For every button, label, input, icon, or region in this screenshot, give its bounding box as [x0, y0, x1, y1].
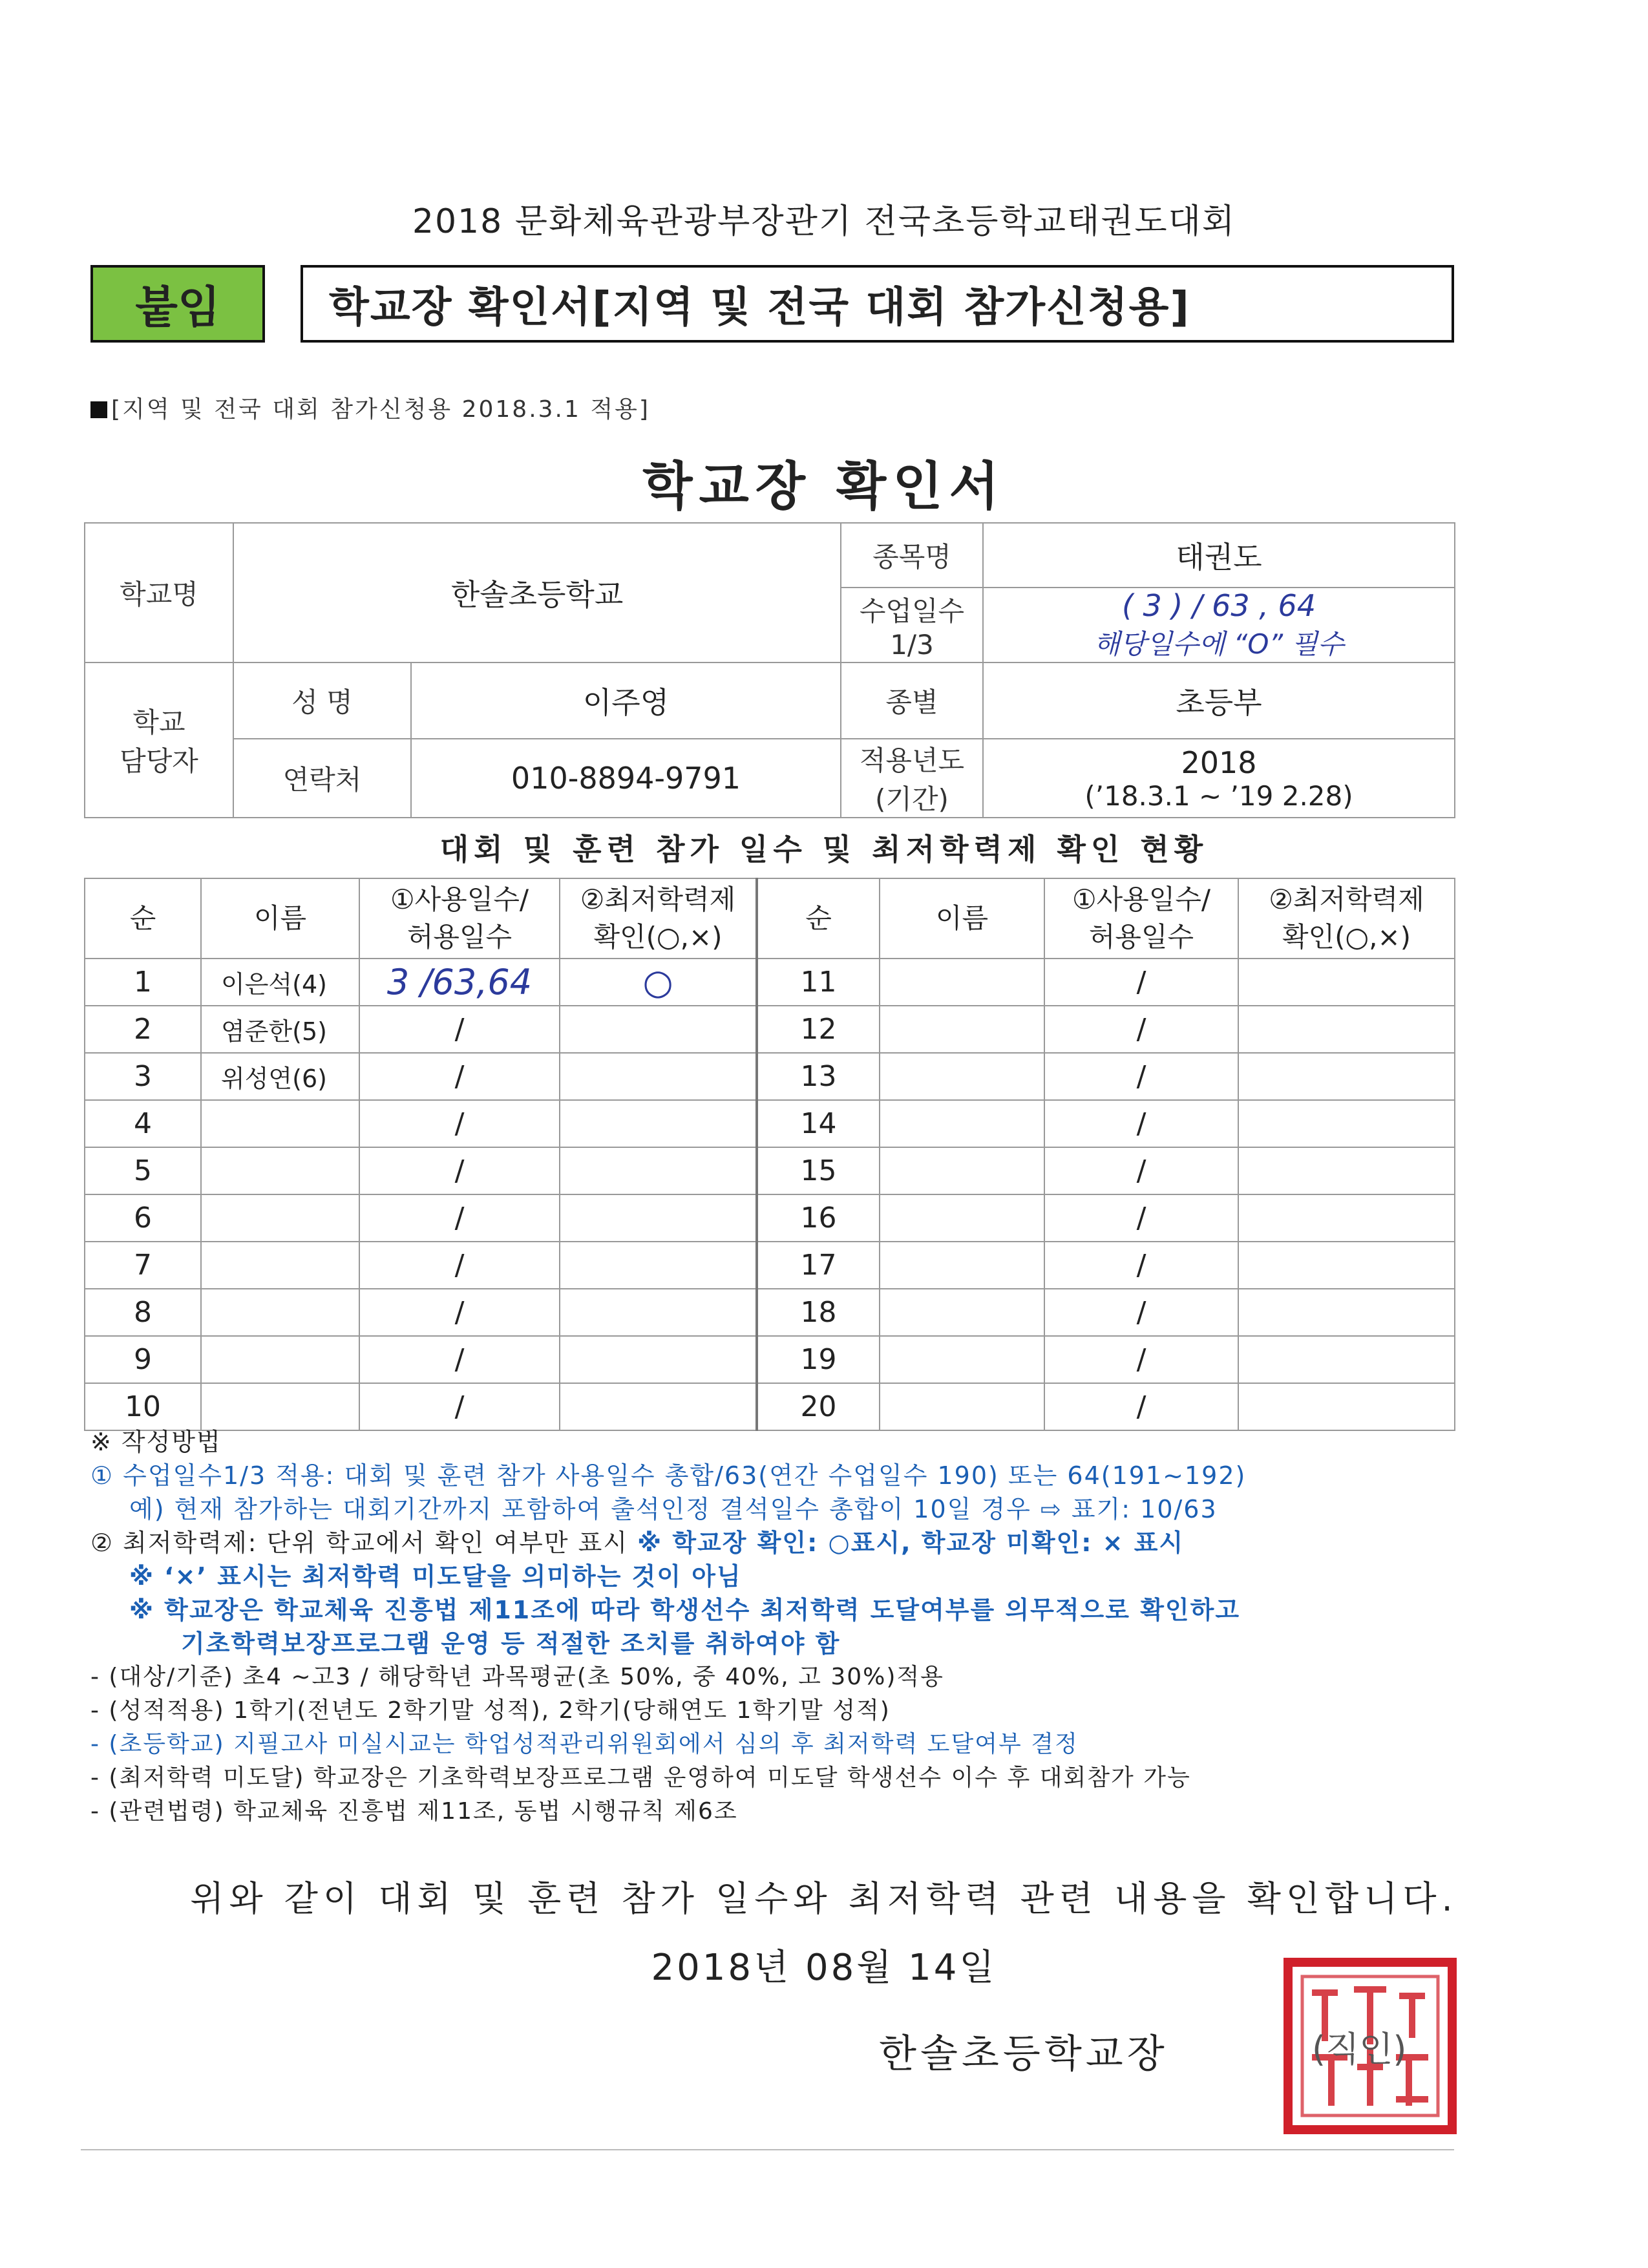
row-no-right: 19 — [757, 1336, 880, 1383]
row-no: 8 — [85, 1289, 201, 1336]
table-row — [85, 1289, 1455, 1336]
row-name-right — [880, 1147, 1044, 1194]
header-name-right: 이름 — [880, 878, 1044, 959]
days-note: 해당일수에 “O” 필수 — [1093, 628, 1344, 660]
name-label: 성 명 — [233, 662, 411, 739]
row-name-right — [880, 1006, 1044, 1053]
row-name: 위성연(6) — [201, 1053, 359, 1100]
row-days-right: / — [1044, 1194, 1238, 1242]
form-note — [90, 391, 650, 424]
confirmation-text: 위와 같이 대회 및 훈련 참가 일수와 최저학력 관련 내용을 확인합니다. — [190, 1878, 1458, 1919]
row-name-right — [880, 1336, 1044, 1383]
row-days-right: / — [1044, 1053, 1238, 1100]
year-value-text: 2018 — [1181, 745, 1257, 780]
row-days-right: / — [1044, 1289, 1238, 1336]
year-value — [983, 739, 1455, 818]
row-days: / — [359, 1242, 560, 1289]
row-no-right: 17 — [757, 1242, 880, 1289]
table-row — [85, 1383, 1455, 1430]
row-days: 3 /63,64 — [359, 959, 560, 1006]
row-days: / — [359, 1336, 560, 1383]
row-days: / — [359, 1147, 560, 1194]
document-title: 학교장 확인서 — [642, 456, 1006, 516]
note-4a: ※ 학교장은 학교체육 진흥법 제11조에 따라 학생선수 최저학력 도달여부를 의무적으로 확인하고 — [129, 1596, 1241, 1624]
days-label-line2: 1/3 — [890, 628, 934, 661]
issue-date: 2018년 08월 14일 — [651, 1947, 997, 1989]
header-check-line2: 확인(○,×) — [593, 921, 723, 953]
table-row — [85, 959, 1455, 1006]
row-no-right: 20 — [757, 1383, 880, 1430]
header-check-right — [1238, 878, 1455, 959]
table-row — [85, 1336, 1455, 1383]
row-check-right — [1238, 959, 1455, 1006]
row-name-right — [880, 1289, 1044, 1336]
row-no-right: 12 — [757, 1006, 880, 1053]
square-bullet-icon — [90, 401, 107, 418]
row-no-right: 14 — [757, 1100, 880, 1147]
row-no-right: 18 — [757, 1289, 880, 1336]
header-days-right-line2: 허용일수 — [1088, 921, 1194, 953]
row-no: 10 — [85, 1383, 201, 1430]
row-days: / — [359, 1006, 560, 1053]
row-check — [560, 1242, 757, 1289]
note-2a: ② 최저학력제: 단위 학교에서 확인 여부만 표시 — [90, 1529, 638, 1557]
row-no: 1 — [85, 959, 201, 1006]
days-label — [841, 588, 983, 662]
header-days-right — [1044, 878, 1238, 959]
detail-5: - (관련법령) 학교체육 진흥법 제11조, 동법 시행규칙 제6조 — [90, 1798, 738, 1825]
form-note-text: [지역 및 전국 대회 참가신청용 2018.3.1 적용] — [111, 396, 650, 423]
bottom-divider — [81, 2149, 1454, 2150]
year-label-line1: 적용년도 — [859, 745, 965, 776]
row-no: 6 — [85, 1194, 201, 1242]
note-3: ※ ‘×’ 표시는 최저학력 미도달을 의미하는 것이 아님 — [129, 1562, 742, 1591]
row-check-right — [1238, 1147, 1455, 1194]
note-4b: 기초학력보장프로그램 운영 등 적절한 조치를 취하여야 함 — [181, 1629, 841, 1658]
row-name-right — [880, 1242, 1044, 1289]
row-name-right — [880, 959, 1044, 1006]
row-no-right: 13 — [757, 1053, 880, 1100]
staff-label-line1: 학교 — [132, 706, 185, 738]
row-name — [201, 1194, 359, 1242]
notes-heading: ※ 작성방법 — [90, 1428, 222, 1456]
row-name: 염준한(5) — [201, 1006, 359, 1053]
row-name-right — [880, 1053, 1044, 1100]
row-no: 2 — [85, 1006, 201, 1053]
seal-label: (직인) — [1312, 2029, 1407, 2070]
row-no: 9 — [85, 1336, 201, 1383]
row-check: ○ — [560, 959, 757, 1006]
days-value-text: ( 3 ) / 63 , 64 — [1121, 588, 1316, 623]
row-name — [201, 1336, 359, 1383]
header-days-line1: ①사용일수/ — [390, 884, 529, 915]
header-days — [359, 878, 560, 959]
row-days-right: / — [1044, 1383, 1238, 1430]
section-title: 대회 및 훈련 참가 일수 및 최저학력제 확인 현황 — [439, 832, 1209, 867]
row-days: / — [359, 1289, 560, 1336]
row-days-right: / — [1044, 1100, 1238, 1147]
header-days-right-line1: ①사용일수/ — [1072, 884, 1211, 915]
row-check-right — [1238, 1100, 1455, 1147]
row-check — [560, 1289, 757, 1336]
row-check — [560, 1053, 757, 1100]
days-label-line1: 수업일수 — [859, 595, 965, 627]
header-no-right: 순 — [757, 878, 880, 959]
row-no: 7 — [85, 1242, 201, 1289]
row-no: 4 — [85, 1100, 201, 1147]
event-label: 종목명 — [841, 523, 983, 588]
event-value: 태권도 — [983, 523, 1455, 588]
note-2 — [90, 1526, 1467, 1560]
row-name — [201, 1100, 359, 1147]
contest-title: 2018 문화체육관광부장관기 전국초등학교태권도대회 — [412, 202, 1236, 241]
row-no-right: 11 — [757, 959, 880, 1006]
staff-label — [85, 662, 233, 818]
row-days: / — [359, 1053, 560, 1100]
row-check — [560, 1194, 757, 1242]
row-check-right — [1238, 1289, 1455, 1336]
row-name — [201, 1242, 359, 1289]
note-1b: 예) 현재 참가하는 대회기간까지 포함하여 출석인정 결석일수 총합이 10일 경우 ⇨ 표기: 10/63 — [129, 1495, 1218, 1523]
days-value — [983, 588, 1455, 662]
note-1a: ① 수업일수1/3 적용: 대회 및 훈련 참가 사용일수 총합/63(연간 수업일수 190) 또는 64(191~192) — [90, 1461, 1247, 1490]
row-check — [560, 1383, 757, 1430]
row-check — [560, 1100, 757, 1147]
row-check-right — [1238, 1053, 1455, 1100]
instructions — [90, 1425, 1467, 1828]
row-days: / — [359, 1383, 560, 1430]
row-days-right: / — [1044, 1006, 1238, 1053]
row-name: 이은석(4) — [201, 959, 359, 1006]
detail-2: - (성적적용) 1학기(전년도 2학기말 성적), 2학기(당해연도 1학기말 성적) — [90, 1697, 891, 1724]
division-value: 초등부 — [983, 662, 1455, 739]
header-name: 이름 — [201, 878, 359, 959]
row-days-right: / — [1044, 1336, 1238, 1383]
header-check-right-line2: 확인(○,×) — [1282, 921, 1411, 953]
row-check-right — [1238, 1006, 1455, 1053]
note-2b: ※ 학교장 확인: ○표시, 학교장 미확인: × 표시 — [637, 1529, 1185, 1557]
staff-label-line2: 담당자 — [120, 745, 198, 777]
row-name — [201, 1147, 359, 1194]
table-row — [85, 1053, 1455, 1100]
row-days-right: / — [1044, 1147, 1238, 1194]
detail-1: - (대상/기준) 초4 ~고3 / 해당학년 과목평균(초 50%, 중 40%, 고 30%)적용 — [90, 1664, 944, 1690]
row-name — [201, 1289, 359, 1336]
header-check — [560, 878, 757, 959]
table-row — [85, 1100, 1455, 1147]
detail-4: - (최저학력 미도달) 학교장은 기초학력보장프로그램 운영하여 미도달 학생선수 이수 후 대회참가 가능 — [90, 1765, 1191, 1791]
header-days-line2: 허용일수 — [407, 921, 512, 953]
school-label: 학교명 — [85, 523, 233, 662]
row-days: / — [359, 1100, 560, 1147]
table-row — [85, 1194, 1455, 1242]
row-no: 5 — [85, 1147, 201, 1194]
name-value: 이주영 — [411, 662, 841, 739]
division-label: 종별 — [841, 662, 983, 739]
header-no: 순 — [85, 878, 201, 959]
header-check-line1: ②최저학력제 — [580, 884, 736, 915]
row-check — [560, 1336, 757, 1383]
table-row — [85, 1242, 1455, 1289]
row-check — [560, 1147, 757, 1194]
principal-name: 한솔초등학교장 — [879, 2031, 1168, 2077]
contact-label: 연락처 — [233, 739, 411, 818]
row-days-right: / — [1044, 1242, 1238, 1289]
row-name-right — [880, 1383, 1044, 1430]
attachment-tag: 붙임 — [90, 265, 265, 343]
info-table — [84, 522, 1455, 818]
box-title: 학교장 확인서[지역 및 전국 대회 참가신청용] — [301, 265, 1454, 343]
contact-value: 010-8894-9791 — [411, 739, 841, 818]
period-value: (’18.3.1 ~ ’19 2.28) — [1084, 779, 1353, 812]
row-name-right — [880, 1194, 1044, 1242]
row-name — [201, 1383, 359, 1430]
row-no: 3 — [85, 1053, 201, 1100]
year-label-line2: (기간) — [875, 783, 949, 815]
row-days: / — [359, 1194, 560, 1242]
participation-table — [84, 878, 1455, 1431]
row-no-right: 15 — [757, 1147, 880, 1194]
row-check-right — [1238, 1242, 1455, 1289]
row-no-right: 16 — [757, 1194, 880, 1242]
table-header-row — [85, 878, 1455, 959]
year-label — [841, 739, 983, 818]
table-row — [85, 1147, 1455, 1194]
table-row — [85, 1006, 1455, 1053]
school-value: 한솔초등학교 — [233, 523, 841, 662]
detail-3: - (초등학교) 지필고사 미실시교는 학업성적관리위원회에서 심의 후 최저학력 도달여부 결정 — [90, 1731, 1079, 1757]
header-check-right-line1: ②최저학력제 — [1269, 884, 1424, 915]
row-check — [560, 1006, 757, 1053]
row-check-right — [1238, 1194, 1455, 1242]
row-check-right — [1238, 1383, 1455, 1430]
row-check-right — [1238, 1336, 1455, 1383]
row-name-right — [880, 1100, 1044, 1147]
row-days-right: / — [1044, 959, 1238, 1006]
